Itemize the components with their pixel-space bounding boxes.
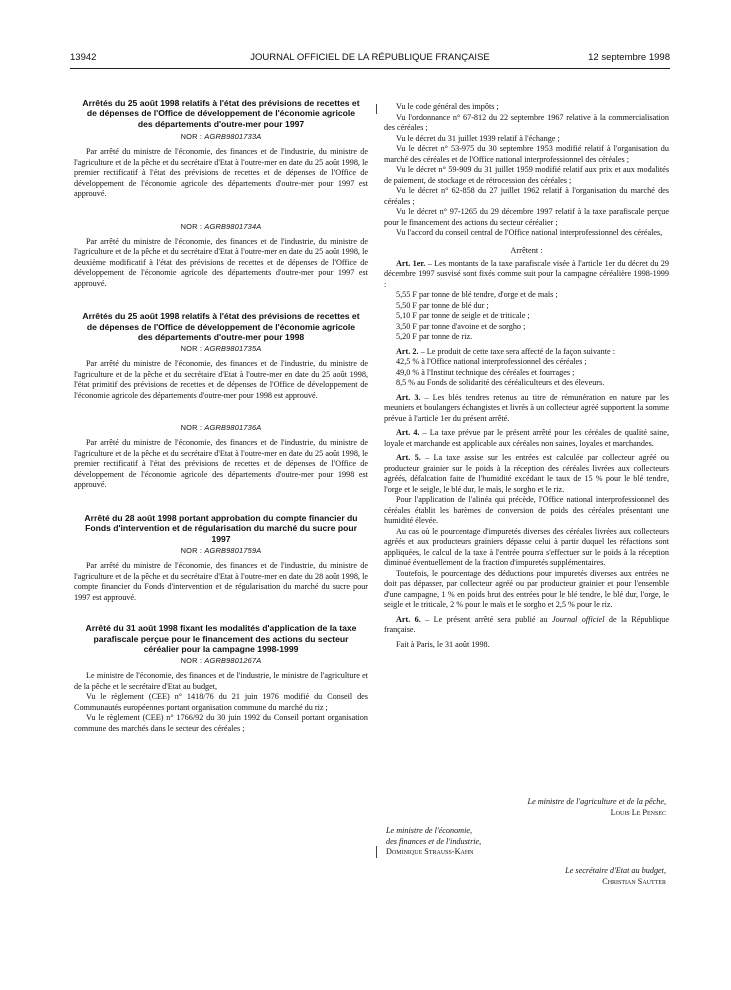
arretent: Arrêtent : [510, 245, 543, 255]
list-item: 5,20 F par tonne de riz. [396, 332, 473, 341]
article-label: Art. 2. [396, 346, 419, 356]
list-item: 49,0 % à l'Institut technique des céréales et fourrages ; [396, 367, 575, 377]
article-1: Art. 1er. – Les montants de la taxe parafiscale visée à l'article 1er du décret du 29 décembre 1997 susvisé sont fixés comme suit pour la campagne céréalière 1998-1999 : [384, 258, 669, 289]
article-5: Art. 5. – La taxe assise sur les entrées est calculée par collecteur agréé ou producteur grainier sur le poids à la réception des céréales livrées aux collecteurs agréés, défalcation faite de l'humidité excédant le taux de 15 % pour le blé tendre, l'orge et le seigle, le blé dur, le maïs, le sorgho et le riz. [384, 453, 669, 494]
header-rule [70, 68, 670, 69]
vu-item: Vu le décret n° 97-1265 du 29 décembre 1997 relatif à la taxe parafiscale perçue pour le financement des actions du secteur céréalier ; [384, 207, 669, 227]
article-label: Art. 4. [396, 428, 420, 437]
nor-code: AGRB9801736A [204, 423, 262, 433]
article-4: Art. 4. – La taxe prévue par le présent arrêté pour les céréales de qualité saine, loyale et marchande est applicable aux céréales non saines, loyales et marchandes. [384, 428, 669, 448]
article-label: Art. 3. [396, 392, 421, 402]
nor-code: AGRB9801733A [204, 132, 262, 142]
article-6: Art. 6. – Le présent arrêté sera publié au Journal officiel de la République française. [384, 614, 669, 634]
paragraph: Par arrêté du ministre de l'économie, des finances et de l'industrie, du ministre de l'agriculture et de la pêche et du secrétaire d'Etat à l'outre-mer en date du 25 août 1998, l'état primitif des prévisions de recettes et de dépenses de l'Office de développement de l'économie agricole des départements d'outre-mer pour 1998 est approuvé. [74, 359, 368, 400]
paragraph: Le ministre de l'économie, des finances et de l'industrie, le ministre de l'agriculture et de la pêche et le secrétaire d'Etat au budget, [74, 671, 368, 691]
right-column [384, 102, 669, 650]
section-title-1997: Arrêtés du 25 août 1998 relatifs à l'état des prévisions de recettes et de dépenses de l'Office de développement de l'économie agricole des départements d'outre-mer pour 1997 [82, 98, 360, 129]
paragraph: Par arrêté du ministre de l'économie, des finances et de l'industrie, du ministre de l'agriculture et de la pêche et du secrétaire d'Etat à l'outre-mer en date du 25 août 1998, le premier rectificatif à l'état des prévisions de recettes et de dépenses de l'Office de développement de l'économie agricole des départements d'outre-mer pour 1997 est approuvé. [74, 147, 368, 199]
list-item: 8,5 % au Fonds de solidarité des céréaliculteurs et des éleveurs. [396, 378, 605, 387]
nor-line: NOR : AGRB9801735A [180, 344, 262, 354]
page-number: 13942 [70, 52, 97, 63]
article-label: Art. 5. [396, 453, 421, 462]
article-3: Art. 3. – Les blés tendres retenus au titre de rémunération en nature par les meuniers et boulangers échangistes et livrés à un collecteur agréé supportent la somme prévue à l'article 1er du présent arrêté. [384, 392, 669, 423]
vu-item: Vu l'ordonnance n° 67-812 du 22 septembre 1967 relative à la commercialisation des céréales ; [384, 112, 669, 132]
vu-item: Vu le décret n° 53-975 du 30 septembre 1953 modifié relatif à l'organisation du marché des céréales et de l'Office national interprofessionnel des céréales ; [384, 144, 669, 164]
list-item: 5,55 F par tonne de blé tendre, d'orge et de maïs ; [396, 290, 558, 299]
signature-budget [440, 866, 666, 887]
nor-code: AGRB9801759A [204, 546, 262, 556]
journal-title: JOURNAL OFFICIEL DE LA RÉPUBLIQUE FRANÇAISE [250, 52, 490, 63]
signatory-name: Louis Le Pensec [610, 807, 666, 817]
nor-line: NOR : AGRB9801267A [180, 656, 262, 666]
column-divider [376, 104, 377, 114]
article-2: Art. 2. – Le produit de cette taxe sera affecté de la façon suivante : [396, 346, 615, 356]
paragraph: Par arrêté du ministre de l'économie, des finances et de l'industrie, du ministre de l'agriculture et de la pêche et du secrétaire d'Etat à l'outre-mer en date du 25 août 1998, le premier rectificatif à l'état des prévisions de recettes et de dépenses de l'Office de développement de l'économie agricole des départements d'outre-mer pour 1998 est approuvé. [74, 438, 368, 490]
signing-place-date: Fait à Paris, le 31 août 1998. [396, 639, 490, 649]
vu-item: Vu le décret n° 59-909 du 31 juillet 1959 modifié relatif aux prix et aux modalités de paiement, de stockage et de rétrocession des céréales ; [384, 165, 669, 185]
section-title-sucre: Arrêté du 28 août 1998 portant approbation du compte financier du Fonds d'intervention et de régularisation du marché du sucre pour 1997 [84, 512, 358, 544]
column-divider-bottom [376, 846, 377, 858]
vu-item: Vu l'accord du conseil central de l'Office national interprofessionnel des céréales, [396, 228, 663, 237]
journal-officiel-ref: Journal officiel [551, 614, 605, 624]
nor-line: NOR : AGRB9801759A [180, 546, 262, 556]
vu-item: Vu le décret du 31 juillet 1939 relatif à l'échange ; [396, 133, 560, 143]
issue-date: 12 septembre 1998 [588, 52, 670, 63]
article-label: Art. 6. [396, 614, 421, 624]
article-label: Art. 1er. [396, 258, 426, 268]
paragraph: Par arrêté du ministre de l'économie, des finances et de l'industrie, du ministre de l'agriculture et de la pêche et du secrétaire d'Etat à l'outre-mer en date du 28 août 1998, le compte financier du Fonds d'intervention et de régularisation du marché du sucre pour 1997 est approuvé. [74, 561, 368, 602]
section-title-cereales: Arrêté du 31 août 1998 fixant les modalités d'application de la taxe parafiscale perçue pour le financement des actions du secteur céréalier pour la campagne 1998-1999 [85, 623, 357, 654]
paragraph: Toutefois, le pourcentage des déductions pour impuretés diverses aux entrées ne doit pas dépasser, par collecteur agréé ou par producteur grainier et pour l'ensemble d'une campagne, 1 % en poids brut des entrées pour le blé tendre, le blé dur, l'orge, le seigle et le triticale, 2 % pour le maïs et le sorgho et 2,5 % pour le riz. [384, 568, 669, 609]
signatory-role: Le ministre de l'agriculture et de la pêche, [527, 797, 666, 806]
left-column [74, 98, 368, 734]
signatory-name: Christian Sautter [602, 876, 666, 886]
paragraph: Pour l'application de l'alinéa qui précède, l'Office national interprofessionnel des céréales établit les barèmes de conversion de poids des céréales présentant une humidité élevée. [384, 495, 669, 525]
running-header [70, 52, 670, 66]
signatory-role: des finances et de l'industrie, [386, 836, 482, 846]
list-item: 3,50 F par tonne d'avoine et de sorgho ; [396, 321, 526, 331]
signature-agriculture [420, 797, 666, 818]
nor-code: AGRB9801734A [204, 221, 262, 231]
paragraph: Vu le règlement (CEE) n° 1418/76 du 21 juin 1976 modifié du Conseil des Communautés européennes portant organisation commune du marché du riz ; [74, 692, 368, 712]
nor-code: AGRB9801735A [204, 344, 262, 354]
paragraph: Au cas où le pourcentage d'impuretés diverses des céréales livrées aux collecteurs agréés et aux producteurs grainiers dépasse celui à partir duquel les réfactions sont appliquées, le calcul de la taxe à l'entrée pourra s'effectuer sur le poids à la réception diminué éventuellement de la fraction d'impuretés supplémentaires. [384, 526, 669, 567]
nor-line: NOR : AGRB9801736A [180, 423, 262, 433]
nor-line: NOR : AGRB9801734A [180, 221, 262, 231]
list-item: 5,10 F par tonne de seigle et de triticale ; [396, 311, 530, 320]
nor-line: NOR : AGRB9801733A [180, 132, 262, 142]
list-item: 42,5 % à l'Office national interprofessionnel des céréales ; [396, 357, 587, 366]
paragraph: Par arrêté du ministre de l'économie, des finances et de l'industrie, du ministre de l'agriculture et de la pêche et du secrétaire d'Etat à l'outre-mer en date du 25 août 1998, le deuxième modificatif à l'état des prévisions de recettes et de dépenses de l'Office de développement de l'économie agricole des départements d'outre-mer pour 1997 est approuvé. [74, 236, 368, 288]
signature-economie [386, 826, 586, 858]
list-item: 5,50 F par tonne de blé dur ; [396, 300, 489, 310]
section-title-1998: Arrêtés du 25 août 1998 relatifs à l'état des prévisions de recettes et de dépenses de l'Office de développement de l'économie agricole des départements d'outre-mer pour 1998 [82, 311, 360, 343]
signatory-name: Dominique Strauss-Kahn [386, 847, 474, 856]
signatory-role: Le ministre de l'économie, [386, 826, 473, 835]
signatory-role: Le secrétaire d'Etat au budget, [565, 866, 666, 875]
paragraph: Vu le règlement (CEE) n° 1766/92 du 30 juin 1992 du Conseil portant organisation commune des marchés dans le secteur des céréales ; [74, 713, 368, 733]
nor-code: AGRB9801267A [204, 656, 262, 666]
vu-item: Vu le code général des impôts ; [396, 102, 499, 111]
vu-item: Vu le décret n° 62-858 du 27 juillet 1962 relatif à l'organisation du marché des céréales ; [384, 186, 669, 206]
